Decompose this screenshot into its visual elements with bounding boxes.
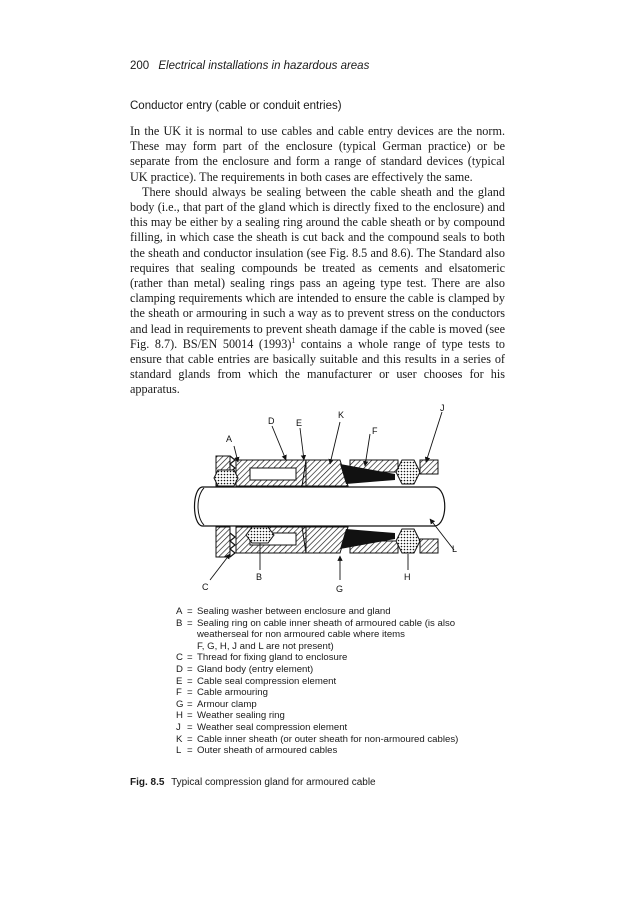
figure-legend (176, 606, 516, 757)
cable-outline (195, 487, 445, 526)
legend-item: J = Weather seal compression element (176, 721, 348, 733)
legend-item: G = Armour clamp (176, 698, 257, 710)
label-G: G (336, 584, 344, 594)
legend-item: L = Outer sheath of armoured cables (176, 745, 338, 757)
legend-item: H = Weather sealing ring (176, 710, 285, 722)
label-L: L (452, 544, 458, 554)
paragraph-2-part-a: There should always be sealing between the cable sheath and the gland body (i.e., that part of the gland which is directly fixed to the enclosure) and this may be either by a sealing ring around the cable sheath or by compound filling, in which case the sheath is cut back and the compound seals to both the sheath and conductor insulation (see Fig. 8.5 and 8.6). The Standard also requires that sealing compounds be treated as cements and elsatomeric (rather than metal) sealing rings pass an ageing type test. There are also clamping requirements which are intended to ensure the cable is clamped by the sheath or armouring in such a way as to prevent stress on the conductors and lead in requirements to prevent sheath damage if the cable is moved (see Fig. 8.7). BS/EN 50014 (1993) (130, 184, 505, 351)
armour-clamp-top (350, 460, 398, 472)
legend-item: E = Cable seal compression element (176, 675, 337, 687)
legend-item: K = Cable inner sheath (or outer sheath for non-armoured cables) (176, 733, 459, 745)
weather-seal-compression-top (420, 460, 438, 474)
compression-element-top (302, 460, 348, 486)
gland-lower-half (216, 527, 438, 557)
body-text (130, 124, 505, 398)
label-J: J (440, 404, 445, 413)
thread-bottom (230, 533, 235, 557)
legend-item: C = Thread for fixing gland to enclosure (176, 652, 348, 664)
enclosure-wall-bottom (216, 527, 230, 557)
page-number: 200 (130, 60, 150, 72)
label-E: E (296, 418, 303, 428)
label-F: F (372, 426, 378, 436)
armour-clamp-bottom (350, 541, 398, 553)
reference-superscript: 1 (291, 335, 296, 345)
weather-seal-ring-top (396, 460, 420, 484)
gland-body-top-inner (250, 468, 296, 480)
paragraph-2-part-b: contains a whole range of type tests to ensure that cable entries are basically suitable and this results in a series of standard glands from which the manufacturer or user chooses for his apparatus. (130, 336, 505, 397)
label-D: D (268, 416, 275, 426)
legend-continuation: weatherseal for non armoured cable where items (197, 629, 405, 641)
label-H: H (404, 572, 411, 582)
label-B: B (256, 572, 263, 582)
label-C: C (202, 582, 209, 592)
running-header (130, 60, 369, 72)
label-K: K (338, 410, 345, 420)
sealing-washer-top (214, 470, 238, 486)
book-title: Electrical installations in hazardous areas (158, 60, 370, 72)
paragraph-1: In the UK it is normal to use cables and cable entry devices are the norm. These may form part of the enclosure (typical German practice) or be separate from the enclosure and form a range of standard devices (typical UK practice). The requirements in both cases are effectively the same. (130, 124, 505, 184)
weather-seal-compression-bottom (420, 539, 438, 553)
figure-caption-text: Typical compression gland for armoured cable (171, 777, 376, 788)
label-A: A (226, 434, 233, 444)
paragraph-2 (130, 185, 505, 398)
legend-item: A = Sealing washer between enclosure and gland (176, 606, 391, 617)
gland-upper-half (214, 456, 438, 486)
figure-number: Fig. 8.5 (130, 777, 165, 788)
figure-caption (130, 777, 376, 788)
weather-seal-ring-bottom (396, 529, 420, 553)
legend-item: D = Gland body (entry element) (176, 663, 314, 675)
section-heading: Conductor entry (cable or conduit entries) (130, 100, 342, 112)
compression-gland-diagram (190, 404, 460, 604)
legend-item: F = Cable armouring (176, 687, 268, 699)
sealing-ring-bottom (246, 527, 274, 543)
legend-item: B = Sealing ring on cable inner sheath of armoured cable (is also (176, 617, 456, 629)
legend-continuation: F, G, H, J and L are not present) (197, 640, 334, 652)
compression-element-bottom (302, 527, 348, 553)
